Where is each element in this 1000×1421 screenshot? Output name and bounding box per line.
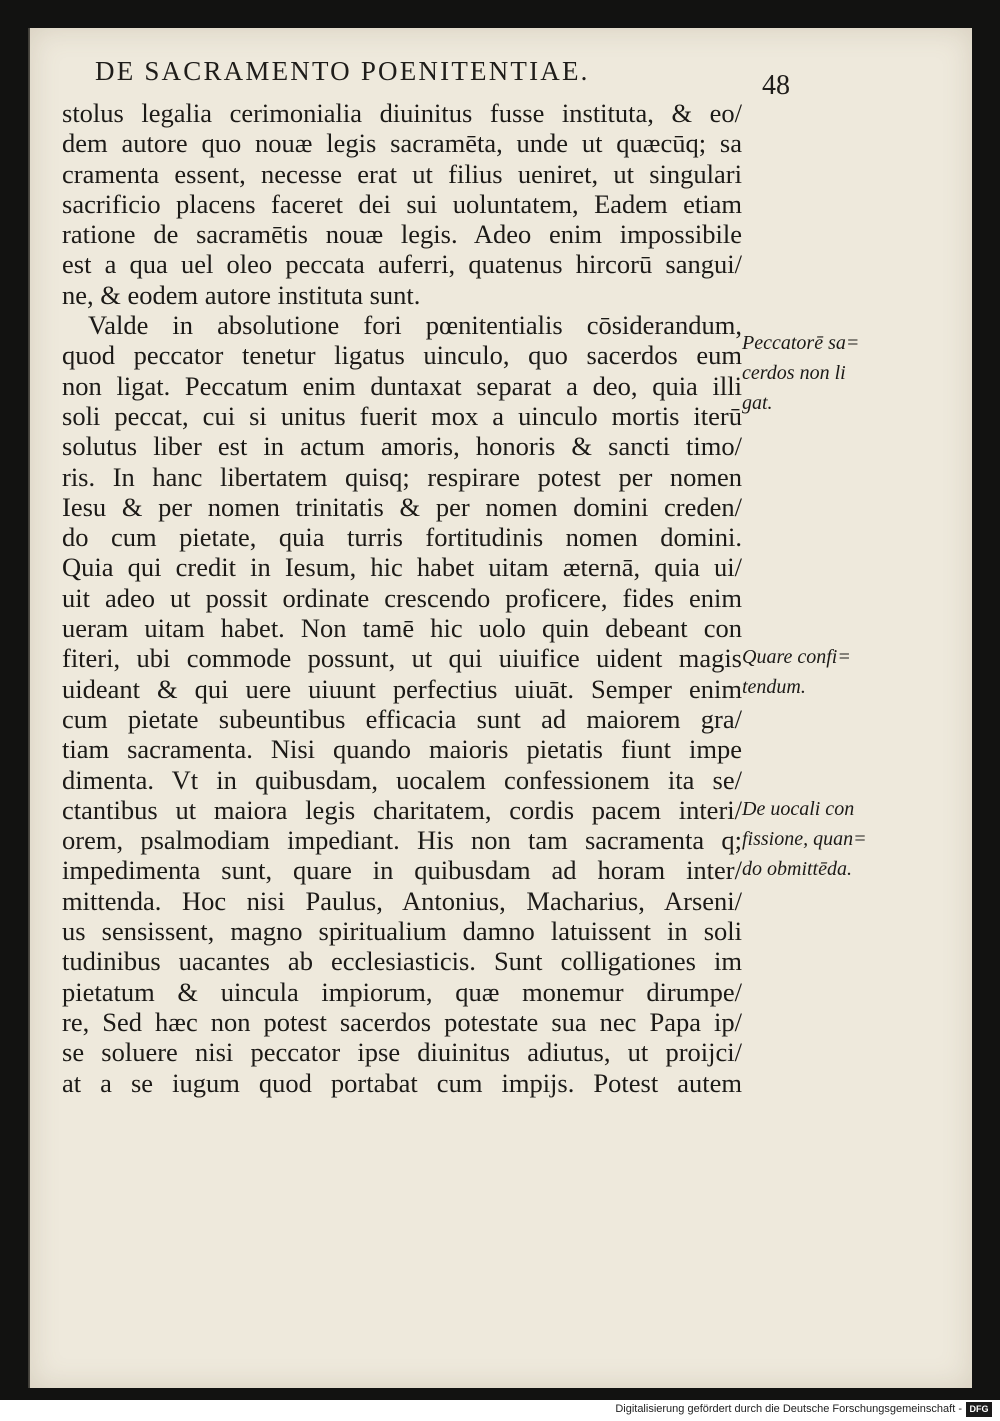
marginal-line: gat. xyxy=(742,392,773,414)
text-line: pietatum & uincula impiorum, quæ monemur dirumpe/ xyxy=(62,976,742,1007)
text-line: ne, & eodem autore instituta sunt. xyxy=(62,279,421,310)
marginal-line: Quare confi= xyxy=(742,646,851,668)
text-line: tiam sacramenta. Nisi quando maioris pietatis fiunt impe xyxy=(62,734,742,765)
text-line: ratione de sacramētis nouæ legis. Adeo enim impossibile xyxy=(62,219,742,250)
text-line: ueram uitam habet. Non tamē hic uolo quin debeant con xyxy=(62,613,742,644)
text-line: us sensissent, magno spiritualium damno latuissent in soli xyxy=(62,916,742,947)
text-line: at a se iugum quod portabat cum impijs. Potest autem xyxy=(62,1067,742,1098)
text-line: quod peccator tenetur ligatus uinculo, quo sacerdos eum xyxy=(62,340,742,371)
text-line: Iesu & per nomen trinitatis & per nomen domini creden/ xyxy=(62,491,742,522)
running-head: DE SACRAMENTO POENITENTIAE. xyxy=(95,56,590,86)
marginal-note-quare-confitendum xyxy=(742,642,882,702)
marginal-note-peccatore xyxy=(742,328,882,418)
text-line: Quia qui credit in Iesum, hic habet uitam æternā, quia ui/ xyxy=(62,552,742,583)
text-line: soli peccat, cui si unitus fuerit mox a uinculo mortis iterū xyxy=(62,400,742,431)
text-line: dimenta. Vt in quibusdam, uocalem confessionem ita se/ xyxy=(62,764,742,795)
text-line: do cum pietate, quia turris fortitudinis nomen domini. xyxy=(62,522,742,553)
text-line: cum pietate subeuntibus efficacia sunt ad maiorem gra/ xyxy=(62,703,742,734)
body-text xyxy=(62,98,742,1098)
footer-bar xyxy=(0,1400,1000,1421)
text-line: fiteri, ubi commode possunt, ut qui uiuifice uident magis xyxy=(62,643,742,674)
text-line: uit adeo ut possit ordinate crescendo proficere, fides enim xyxy=(62,582,742,613)
marginal-line: do obmittēda. xyxy=(742,858,852,880)
text-line: non ligat. Peccatum enim duntaxat separat a deo, quia illi xyxy=(62,370,742,401)
text-line: uideant & qui uere uiuunt perfectius uiuāt. Semper enim xyxy=(62,673,742,704)
text-line: cramenta essent, necesse erat ut filius ueniret, ut singulari xyxy=(62,158,742,189)
text-line: se soluere nisi peccator ipse diuinitus adiutus, ut proijci/ xyxy=(62,1037,742,1068)
text-line: dem autore quo nouæ legis sacramēta, unde ut quæcūq; sa xyxy=(62,128,742,159)
text-line: re, Sed hæc non potest sacerdos potestate sua nec Papa ip/ xyxy=(62,1006,742,1037)
text-line: impedimenta sunt, quare in quibusdam ad horam inter/ xyxy=(62,855,742,886)
marginal-line: tendum. xyxy=(742,676,806,698)
text-line: est a qua uel oleo peccata auferri, quatenus hircorū sangui/ xyxy=(62,249,742,280)
marginal-line: De uocali con xyxy=(742,798,855,820)
text-line: stolus legalia cerimonialia diuinitus fusse instituta, & eo/ xyxy=(62,98,742,128)
marginal-line: fissione, quan= xyxy=(742,828,867,850)
text-line: ctantibus ut maiora legis charitatem, cordis pacem interi/ xyxy=(62,794,742,825)
text-line: mittenda. Hoc nisi Paulus, Antonius, Macharius, Arseni/ xyxy=(62,885,742,916)
dfg-logo: DFG xyxy=(966,1402,992,1417)
text-line: ris. In hanc libertatem quisq; respirare potest per nomen xyxy=(62,461,742,492)
text-line: tudinibus uacantes ab ecclesiasticis. Sunt colligationes im xyxy=(62,946,742,977)
text-line: sacrificio placens faceret dei sui uoluntatem, Eadem etiam xyxy=(62,188,742,219)
text-line: orem, psalmodiam impediant. His non tam sacramenta q; xyxy=(62,825,742,856)
page-number: 48 xyxy=(762,70,790,101)
marginal-note-de-uocali-confessione xyxy=(742,794,882,884)
marginal-line: cerdos non li xyxy=(742,362,846,384)
marginal-line: Peccatorē sa= xyxy=(742,332,860,354)
text-line: solutus liber est in actum amoris, honoris & sancti timo/ xyxy=(62,431,742,462)
footer-credit: Digitalisierung gefördert durch die Deutsche Forschungsgemeinschaft - xyxy=(615,1403,962,1415)
text-line-paragraph-start: Valde in absolutione fori pœnitentialis cōsiderandum, xyxy=(88,310,742,341)
